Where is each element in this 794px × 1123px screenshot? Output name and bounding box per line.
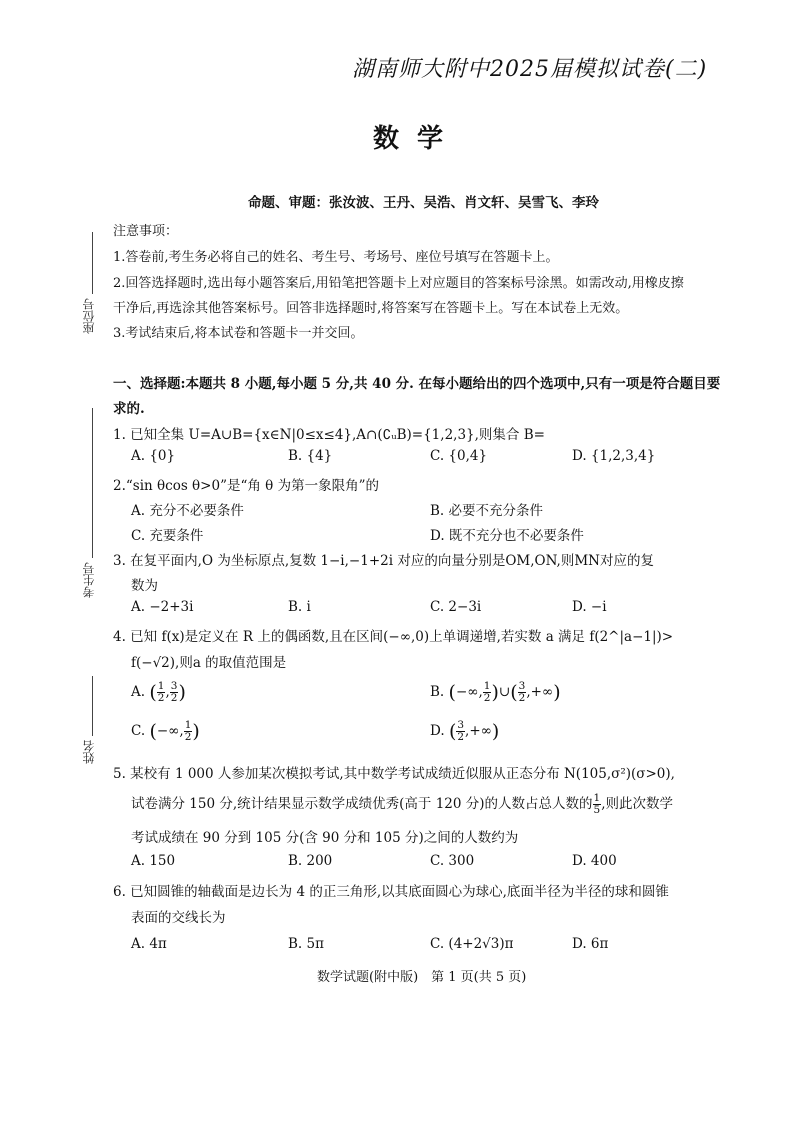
q4-stem-cont: f(−√2),则a 的取值范围是 <box>131 655 287 671</box>
q4-option-c: C. (−∞, $\frac{1}{2}$ ) <box>131 719 200 743</box>
q4-stem: 4. 已知 f(x)是定义在 R 上的偶函数,且在区间(−∞,0)上单调递增,若实数 a 满足 f(2^|a−1|)> <box>113 629 674 645</box>
exam-title: 湖南师大附中2025届模拟试卷(二) <box>352 57 708 82</box>
subject-title: 数学 <box>373 124 462 154</box>
section-heading-cont: 求的. <box>113 401 145 417</box>
q5-option-b: B. 200 <box>288 853 333 869</box>
q4-option-d: D. ( $\frac{3}{2}$ ,+∞) <box>430 719 500 743</box>
q1-option-c: C. {0,4} <box>430 448 488 464</box>
q6-option-b: B. 5π <box>288 936 324 952</box>
notice-item-2-cont: 干净后,再选涂其他答案标号。回答非选择题时,将答案写在答题卡上。写在本试卷上无效。 <box>113 301 629 316</box>
name-line <box>92 676 93 736</box>
q3-stem-cont: 数为 <box>131 578 158 594</box>
q3-option-a: A. −2+3i <box>131 599 194 615</box>
notice-heading: 注意事项： <box>113 224 179 239</box>
exam-no-label: 考生号 <box>82 562 96 598</box>
exam-no-line <box>92 408 93 558</box>
q3-option-d: D. −i <box>572 599 607 615</box>
q3-option-b: B. i <box>288 599 311 615</box>
q2-option-d: D. 既不充分也不必要条件 <box>430 528 584 544</box>
notice-item-3: 3.考试结束后,将本试卷和答题卡一并交回。 <box>113 326 364 341</box>
q2-option-a: A. 充分不必要条件 <box>131 503 244 519</box>
q5-option-d: D. 400 <box>572 853 617 869</box>
q1-option-a: A. {0} <box>131 448 176 464</box>
notice-item-1: 1.答卷前,考生务必将自己的姓名、考生号、考场号、座位号填写在答题卡上。 <box>113 250 559 265</box>
q4-option-a: A. ( $\frac{1}{2}$ , $\frac{3}{2}$ ) <box>131 680 186 704</box>
authors-line: 命题、审题：张汝波、王丹、吴浩、肖文轩、吴雪飞、李玲 <box>248 195 599 211</box>
q1-stem: 1. 已知全集 U=A∪B={x∈N|0≤x≤4},A∩(∁ᵤB)={1,2,3},则集合 B= <box>113 427 545 443</box>
q5-stem: 5. 某校有 1 000 人参加某次模拟考试,其中数学考试成绩近似服从正态分布 N(105,σ²)(σ>0), <box>113 766 675 782</box>
q3-option-c: C. 2−3i <box>430 599 482 615</box>
seat-line <box>92 232 93 294</box>
q5-stem-cont: 试卷满分 150 分,统计结果显示数学成绩优秀(高于 120 分)的人数占总人数的 $\frac{1}{5}$ ,则此次数学 <box>131 792 674 816</box>
section-heading: 一、选择题:本题共 8 小题,每小题 5 分,共 40 分. 在每小题给出的四个选项中,只有一项是符合题目要 <box>113 376 721 392</box>
q1-option-d: D. {1,2,3,4} <box>572 448 656 464</box>
q6-option-d: D. 6π <box>572 936 609 952</box>
q6-stem-cont: 表面的交线长为 <box>131 910 226 926</box>
q5-option-a: A. 150 <box>131 853 176 869</box>
q6-stem: 6. 已知圆锥的轴截面是边长为 4 的正三角形,以其底面圆心为球心,底面半径为半径的球和圆锥 <box>113 884 669 900</box>
page-footer: 数学试题(附中版) 第 1 页(共 5 页) <box>317 970 527 985</box>
q5-stem-cont-2: 考试成绩在 90 分到 105 分(含 90 分和 105 分)之间的人数约为 <box>131 830 519 846</box>
q2-stem: 2.“sin θcos θ>0”是“角 θ 为第一象限角”的 <box>113 478 379 494</box>
q3-stem: 3. 在复平面内,O 为坐标原点,复数 1−i,−1+2i 对应的向量分别是OM,ON,则MN对应的复 <box>113 553 654 569</box>
q6-option-a: A. 4π <box>131 936 167 952</box>
q2-option-c: C. 充要条件 <box>131 528 204 544</box>
q4-option-b: B. (−∞, $\frac{1}{2}$ )∪( $\frac{3}{2}$ ,+∞) <box>430 680 561 704</box>
seat-label: 座位号 <box>82 298 96 334</box>
q2-option-b: B. 必要不充分条件 <box>430 503 544 519</box>
q5-option-c: C. 300 <box>430 853 475 869</box>
q1-option-b: B. {4} <box>288 448 333 464</box>
name-label: 姓名 <box>82 740 96 764</box>
notice-item-2: 2.回答选择题时,选出每小题答案后,用铅笔把答题卡上对应题目的答案标号涂黑。如需改动,用橡皮擦 <box>113 276 684 291</box>
q6-option-c: C. (4+2√3)π <box>430 936 514 952</box>
